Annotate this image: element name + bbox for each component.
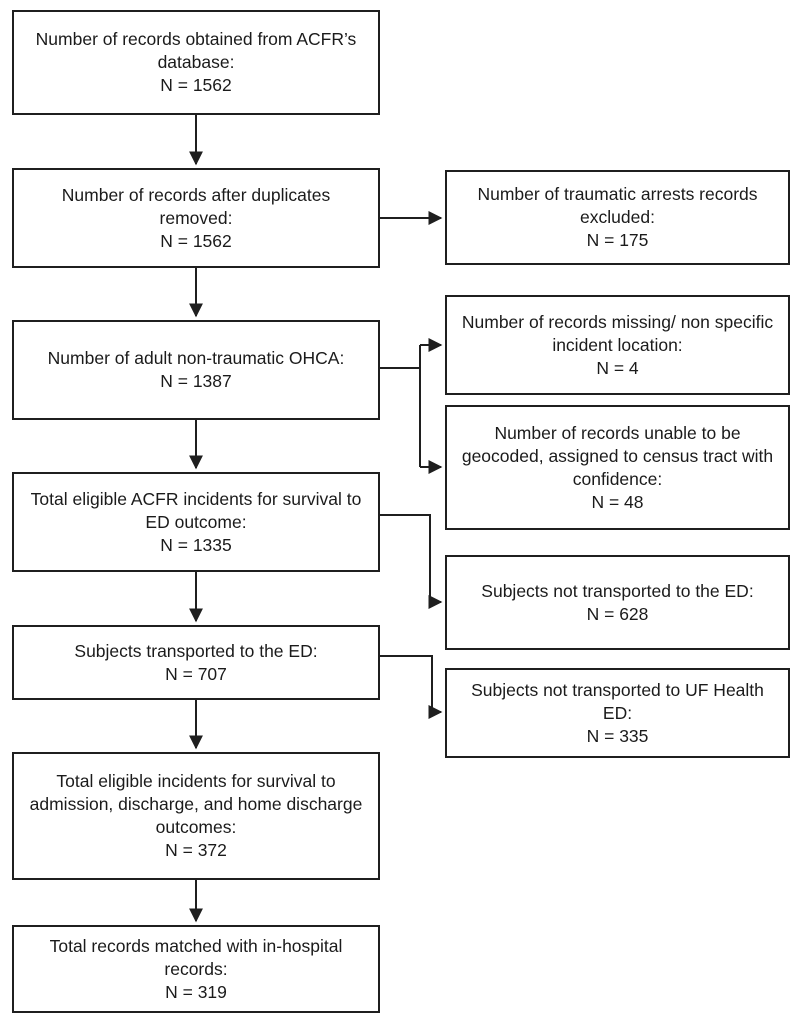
box-eligible-ed-outcome-value: N = 1335 (160, 534, 232, 555)
arrow-to-not-transported-ed (380, 515, 441, 602)
box-adult-nontraumatic-ohca-value: N = 1387 (160, 371, 232, 391)
box-adult-nontraumatic-ohca (12, 320, 380, 420)
box-matched-in-hospital (12, 925, 380, 1013)
box-not-transported-uf-health (445, 668, 790, 758)
box-duplicates-removed-label: Number of records after duplicates removed: (61, 184, 331, 228)
box-records-obtained-label: Number of records obtained from ACFR’s database: (35, 29, 357, 72)
box-missing-location-label: Number of records missing/ non specific incident location: (461, 311, 774, 355)
box-transported-ed-value: N = 707 (165, 663, 227, 684)
box-not-geocoded (445, 405, 790, 530)
box-records-obtained-value: N = 1562 (160, 75, 232, 95)
box-not-transported-ed-value: N = 628 (586, 603, 649, 624)
box-not-geocoded-label: Number of records unable to be geocoded, assigned to census tract with confidence: (461, 422, 774, 489)
box-traumatic-excluded-value: N = 175 (586, 230, 649, 250)
box-adult-nontraumatic-ohca-label: Number of adult non-traumatic OHCA: (47, 348, 345, 368)
box-duplicates-removed-value: N = 1562 (160, 230, 232, 251)
box-not-transported-uf-health-value: N = 335 (586, 725, 649, 746)
box-eligible-admission-outcomes-value: N = 372 (165, 840, 227, 860)
box-missing-location-value: N = 4 (596, 357, 639, 378)
box-eligible-admission-outcomes-label: Total eligible incidents for survival to admission, discharge, and home discharge outcomes: (29, 771, 363, 837)
box-transported-ed (12, 625, 380, 700)
box-duplicates-removed (12, 168, 380, 268)
box-not-transported-ed (445, 555, 790, 650)
box-eligible-ed-outcome-label: Total eligible ACFR incidents for survival to ED outcome: (30, 488, 362, 532)
box-traumatic-excluded-label: Number of traumatic arrests records excluded: (477, 184, 758, 227)
box-traumatic-excluded (445, 170, 790, 265)
box-not-transported-uf-health-label: Subjects not transported to UF Health ED: (471, 679, 764, 723)
box-not-transported-ed-label: Subjects not transported to the ED: (481, 580, 754, 601)
box-matched-in-hospital-label: Total records matched with in-hospital records: (49, 935, 343, 979)
box-missing-location (445, 295, 790, 395)
box-matched-in-hospital-value: N = 319 (165, 981, 227, 1002)
box-not-geocoded-value: N = 48 (591, 491, 644, 512)
box-records-obtained (12, 10, 380, 115)
box-eligible-ed-outcome (12, 472, 380, 572)
box-eligible-admission-outcomes (12, 752, 380, 880)
box-transported-ed-label: Subjects transported to the ED: (74, 640, 318, 661)
arrow-to-not-transported-uf (380, 656, 441, 712)
